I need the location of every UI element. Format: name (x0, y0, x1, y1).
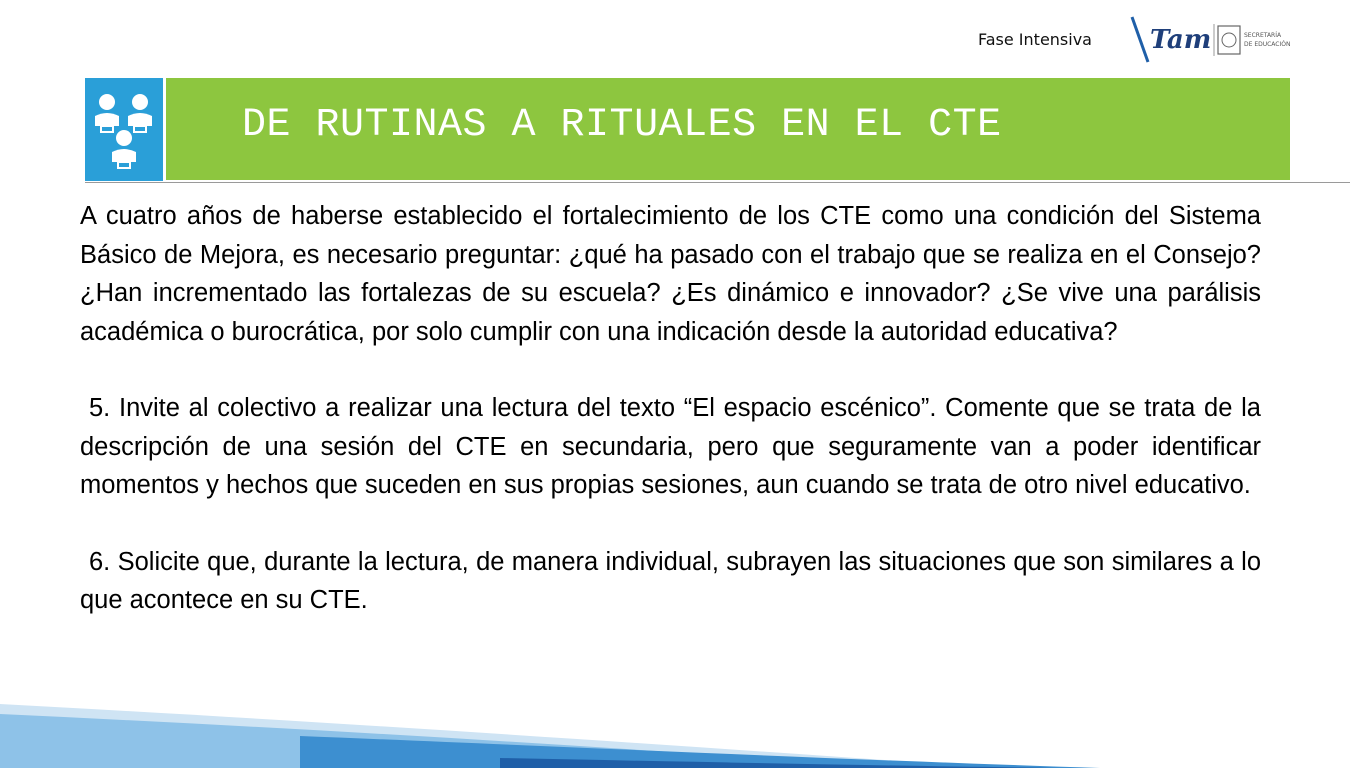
tam-education-logo (1128, 14, 1313, 66)
divider (85, 182, 1350, 183)
bottom-wave-decoration (0, 700, 1365, 768)
group-people-icon (92, 88, 156, 172)
group-icon-box (85, 78, 163, 181)
body-text (80, 197, 1261, 620)
phase-label: Fase Intensiva (978, 30, 1092, 49)
paragraph-intro: A cuatro años de haberse establecido el fortalecimiento de los CTE como una condición del Sistema Básico de Mejora, es necesario preguntar: ¿qué ha pasado con el trabajo que se realiza en el Consejo? ¿Han incrementado las fortalezas de su escuela? ¿Es dinámico e innovador? ¿Se vive una parálisis académica o burocrática, por solo cumplir con una indicación desde la autoridad educativa? (80, 202, 1261, 346)
paragraph-step-5: 5. Invite al colectivo a realizar una lectura del texto “El espacio escénico”. Comente que se trata de la descripción de una sesión del CTE en secundaria, pero que seguramente van a poder identificar momentos y hechos que suceden en sus propias sesiones, aun cuando se trata de otro nivel educativo. (80, 394, 1261, 499)
page-title: DE RUTINAS A RITUALES EN EL CTE (242, 103, 1002, 148)
paragraph-step-6: 6. Solicite que, durante la lectura, de manera individual, subrayen las situaciones que son similares a lo que acontece en su CTE. (80, 547, 1261, 614)
svg-text:SECRETARÍA: SECRETARÍA (1244, 32, 1282, 39)
svg-text:DE EDUCACIÓN: DE EDUCACIÓN (1244, 41, 1291, 48)
svg-text:Tam: Tam (1150, 25, 1212, 55)
